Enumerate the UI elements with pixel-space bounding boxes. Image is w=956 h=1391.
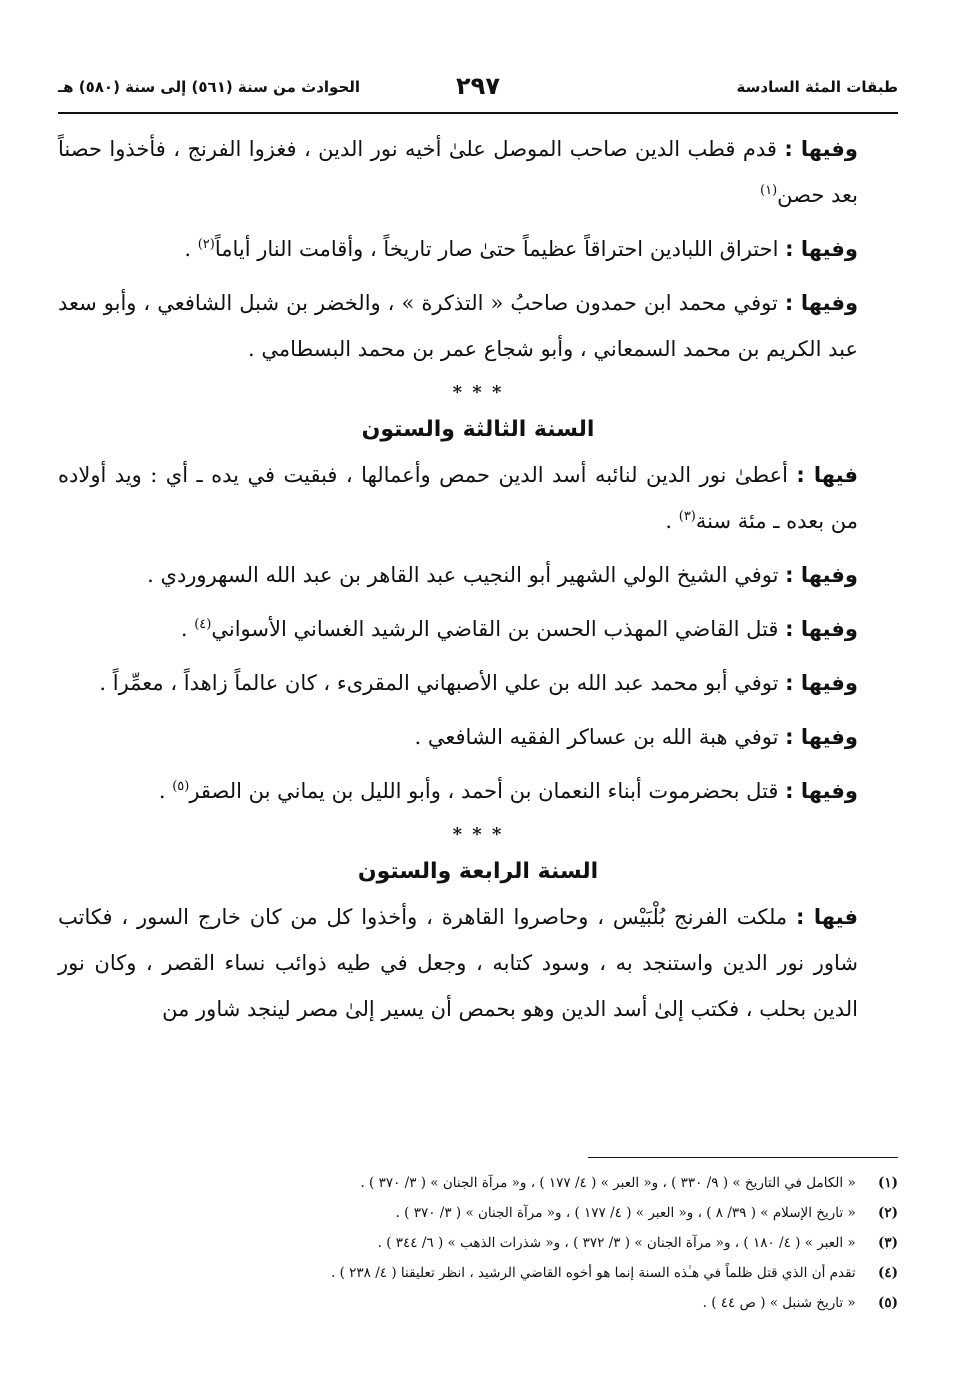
section-heading: السنة الثالثة والستون (361, 417, 595, 442)
footnote-text: تقدم أن الذي قتل ظلماً في هـٰذه السنة إنما هو أخوه القاضي الرشيد ، انظر تعليقنا ( ٤/ ٢٣٨ ) . (331, 1265, 856, 1281)
footnote-number: (٢) (877, 1205, 898, 1221)
footnote (58, 1258, 898, 1288)
paragraph (58, 126, 898, 218)
running-header (58, 72, 898, 104)
paragraph-lead: وفيها : (784, 291, 858, 315)
paragraph-text: توفي هبة الله بن عساكر الفقيه الشافعي . (414, 725, 779, 749)
paragraph (58, 280, 898, 372)
paragraph (58, 552, 898, 598)
paragraph-text: ملكت الفرنج بُلْبَيْس ، وحاصروا القاهرة ، وأخذوا كل من كان خارج السور ، فكاتب شاور نور الدين واستنجد به ، وسود كتابه ، وجعل في طيه ذوائب نساء القصر ، وكان نور الدين بحلب ، فكتب إلىٰ أسد الدين وهو بحمص أن يسير إلىٰ مصر لينجد شاور من (58, 905, 858, 1021)
paragraph-lead: وفيها : (785, 779, 858, 803)
paragraph-group-year-63 (58, 452, 898, 814)
paragraph-lead: وفيها : (785, 237, 858, 261)
paragraph (58, 714, 898, 760)
footnote (58, 1168, 898, 1198)
footnote (58, 1198, 898, 1228)
paragraph-text: توفي أبو محمد عبد الله بن علي الأصبهاني المقرىء ، كان عالماً زاهداً ، معمِّراً . (99, 671, 779, 695)
paragraph-text: أعطىٰ نور الدين لنائبه أسد الدين حمص وأعمالها ، فبقيت في يده ـ أي : ويد أولاده من بعده ـ مئة سنة (58, 463, 858, 533)
paragraph-end: . (180, 617, 195, 641)
footnote-number: (٣) (877, 1235, 898, 1251)
paragraph-group-year-62 (58, 126, 898, 372)
footnote-number: (٤) (877, 1265, 898, 1281)
paragraph-end: . (158, 779, 173, 803)
page-number: ٢٩٧ (456, 72, 500, 100)
paragraph-lead: وفيها : (784, 137, 858, 161)
book-section-title: طبقات المئة السادسة (736, 78, 898, 96)
footnote (58, 1228, 898, 1258)
paragraph (58, 660, 898, 706)
chapter-title: الحوادث من سنة (٥٦١) إلى سنة (٥٨٠) هـ (58, 78, 361, 96)
paragraph (58, 226, 898, 272)
section-separator: * * * (452, 824, 504, 845)
paragraph (58, 606, 898, 652)
footnote-ref[interactable]: (٢) (197, 237, 215, 252)
paragraph-lead: وفيها : (785, 725, 858, 749)
paragraph-text: قدم قطب الدين صاحب الموصل علىٰ أخيه نور الدين ، فغزوا الفرنج ، فأخذوا حصناً بعد حصن (58, 137, 858, 207)
paragraph (58, 452, 898, 544)
paragraph (58, 768, 898, 814)
paragraph-text: قتل بحضرموت أبناء النعمان بن أحمد ، وأبو الليل بن يماني بن الصقر (189, 779, 779, 803)
paragraph-lead: فيها : (796, 463, 858, 487)
footnote-text: « الكامل في التاريخ » ( ٩/ ٣٣٠ ) ، و« العبر » ( ٤/ ١٧٧ ) ، و« مرآة الجنان » ( ٣/ ٣٧٠ ) . (360, 1175, 856, 1191)
footnote-ref[interactable]: (١) (760, 183, 778, 198)
footnote-number: (٥) (877, 1295, 898, 1311)
paragraph-lead: وفيها : (785, 563, 858, 587)
paragraph-end: . (184, 237, 198, 261)
footnote-ref[interactable]: (٣) (678, 509, 696, 524)
paragraph-text: توفي الشيخ الولي الشهير أبو النجيب عبد القاهر بن عبد الله السهروردي . (147, 563, 779, 587)
main-text (58, 126, 898, 1040)
footnote (58, 1288, 898, 1318)
paragraph (58, 894, 898, 1032)
footnote-text: « تاريخ شنبل » ( ص ٤٤ ) . (702, 1295, 856, 1311)
paragraph-text: احتراق اللبادين احتراقاً عظيماً حتىٰ صار تاريخاً ، وأقامت النار أياماً (214, 237, 779, 261)
paragraph-group-year-64 (58, 894, 898, 1032)
paragraph-end: . (665, 509, 679, 533)
paragraph-lead: وفيها : (785, 617, 858, 641)
section-separator: * * * (452, 382, 504, 403)
footnote-text: « تاريخ الإسلام » ( ٣٩/ ٨ ) ، و« العبر » ( ٤/ ١٧٧ ) ، و« مرآة الجنان » ( ٣/ ٣٧٠ ) . (395, 1205, 856, 1221)
footnote-ref[interactable]: (٥) (172, 779, 190, 794)
paragraph-lead: وفيها : (785, 671, 858, 695)
section-heading: السنة الرابعة والستون (357, 859, 599, 884)
footnote-number: (١) (877, 1175, 898, 1191)
header-divider (58, 112, 898, 114)
footnote-divider (588, 1157, 898, 1158)
paragraph-text: قتل القاضي المهذب الحسن بن القاضي الرشيد الغساني الأسواني (211, 617, 779, 641)
paragraph-lead: فيها : (796, 905, 858, 929)
footnotes (58, 1168, 898, 1318)
footnote-text: « العبر » ( ٤/ ١٨٠ ) ، و« مرآة الجنان » ( ٣/ ٣٧٢ ) ، و« شذرات الذهب » ( ٦/ ٣٤٤ ) . (377, 1235, 856, 1251)
paragraph-text: توفي محمد ابن حمدون صاحبُ « التذكرة » ، والخضر بن شبل الشافعي ، وأبو سعد عبد الكريم بن محمد السمعاني ، وأبو شجاع عمر بن محمد البسطامي . (58, 291, 858, 361)
footnote-ref[interactable]: (٤) (194, 617, 212, 632)
